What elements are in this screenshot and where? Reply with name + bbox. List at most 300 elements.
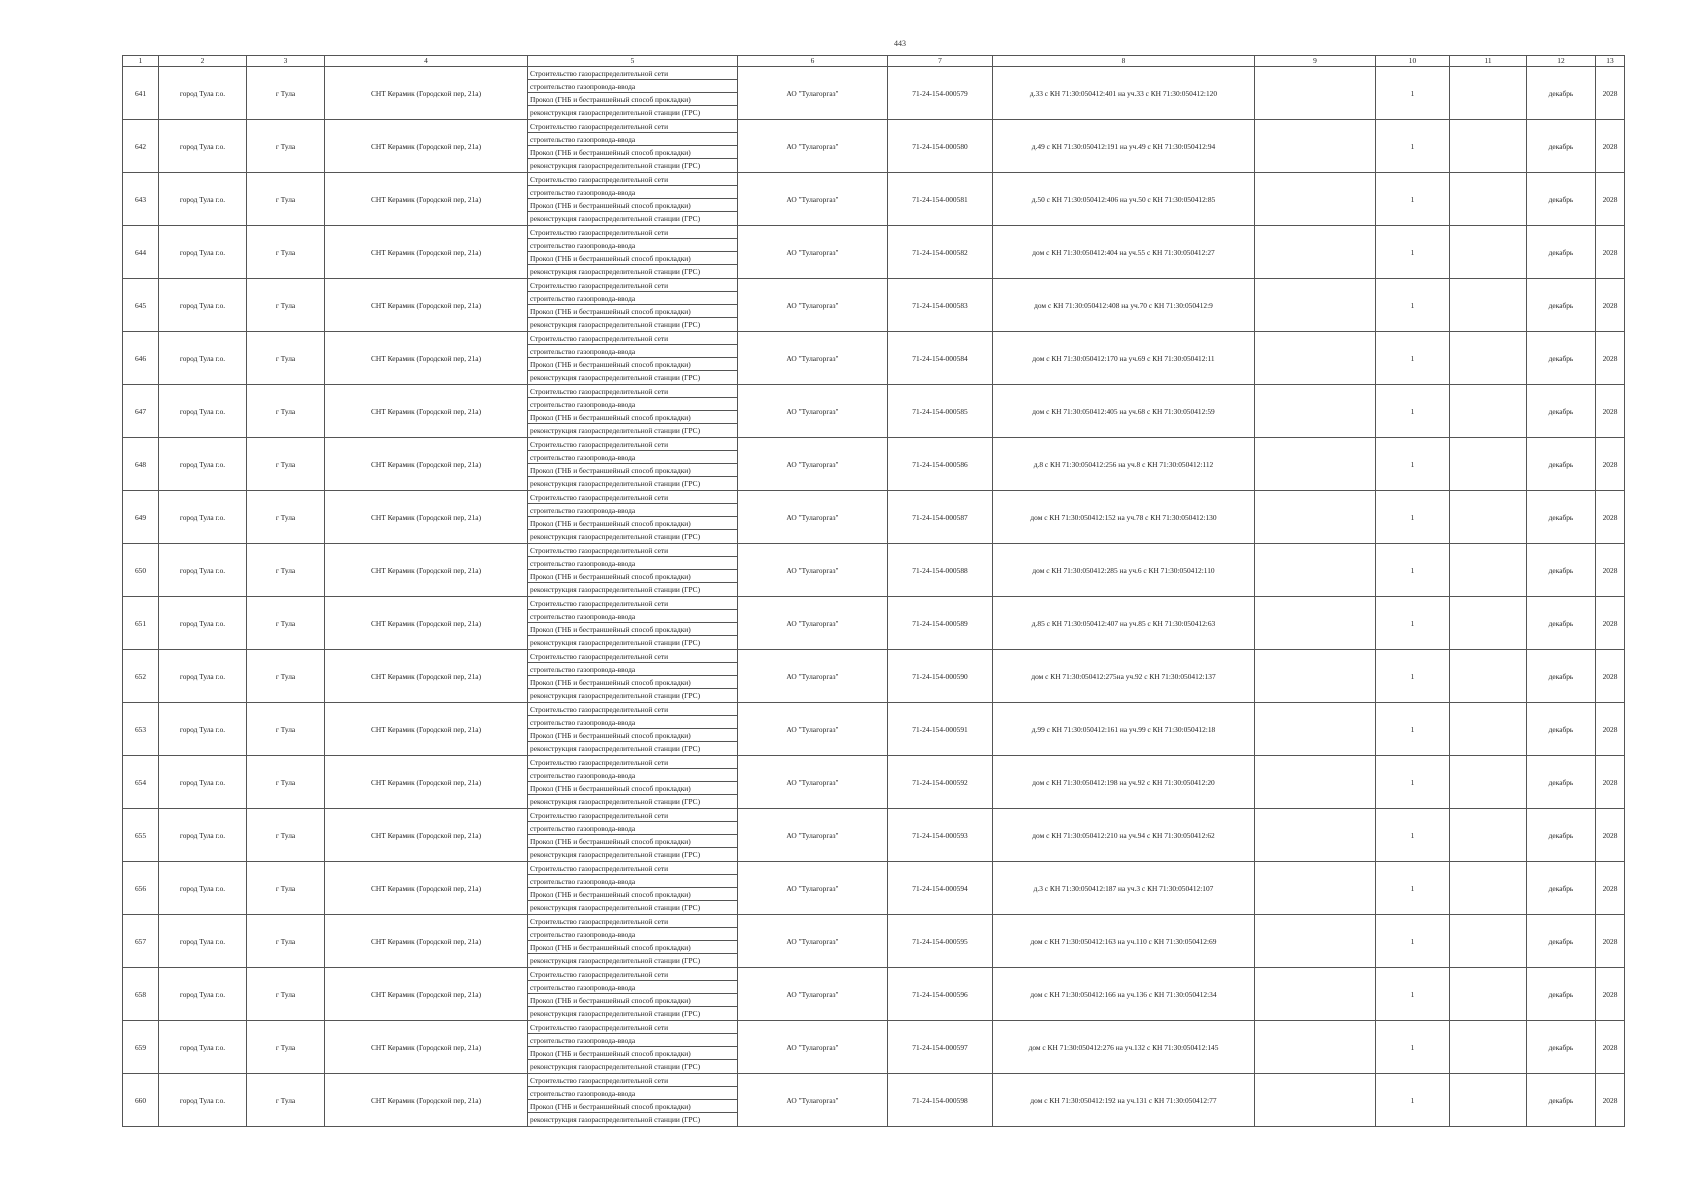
work-type-line: Строительство газораспределительной сети	[528, 862, 737, 875]
organization-cell: АО "Тулагоргаз"	[738, 385, 888, 438]
object-cell: СНТ Керамик (Городской пер, 21а)	[325, 120, 528, 173]
month-cell: декабрь	[1527, 862, 1596, 915]
municipality-cell: город Тула г.о.	[159, 332, 247, 385]
page-number: 443	[894, 39, 906, 48]
work-types-cell	[528, 915, 738, 968]
work-types-cell	[528, 120, 738, 173]
object-description-cell: д.49 с КН 71:30:050412:191 на уч.49 с КН 71:30:050412:94	[993, 120, 1255, 173]
organization-cell: АО "Тулагоргаз"	[738, 544, 888, 597]
row-number: 643	[123, 173, 159, 226]
year-cell: 2028	[1596, 1021, 1625, 1074]
object-description-cell: д.33 с КН 71:30:050412:401 на уч.33 с КН 71:30:050412:120	[993, 67, 1255, 120]
locality-cell: г Тула	[247, 385, 325, 438]
work-types-cell	[528, 650, 738, 703]
locality-cell: г Тула	[247, 862, 325, 915]
municipality-cell: город Тула г.о.	[159, 226, 247, 279]
quantity-cell: 1	[1376, 703, 1450, 756]
work-type-line: строительство газопровода-ввода	[528, 292, 737, 305]
row-number: 658	[123, 968, 159, 1021]
row-number: 651	[123, 597, 159, 650]
work-type-line: реконструкция газораспределительной станции (ГРС)	[530, 585, 701, 594]
row-number: 660	[123, 1074, 159, 1127]
work-type-line: Строительство газораспределительной сети	[528, 491, 737, 504]
column-11-cell	[1450, 120, 1527, 173]
application-number-cell: 71-24-154-000579	[888, 67, 993, 120]
object-cell: СНТ Керамик (Городской пер, 21а)	[325, 1021, 528, 1074]
month-cell: декабрь	[1527, 173, 1596, 226]
month-cell: декабрь	[1527, 120, 1596, 173]
work-type-line: строительство газопровода-ввода	[528, 504, 737, 517]
object-cell: СНТ Керамик (Городской пер, 21а)	[325, 491, 528, 544]
column-11-cell	[1450, 1074, 1527, 1127]
year-cell: 2028	[1596, 862, 1625, 915]
column-header-5: 5	[528, 56, 738, 67]
table-row	[123, 491, 1625, 544]
application-number-cell: 71-24-154-000597	[888, 1021, 993, 1074]
object-cell: СНТ Керамик (Городской пер, 21а)	[325, 385, 528, 438]
column-11-cell	[1450, 332, 1527, 385]
work-type-line: строительство газопровода-ввода	[528, 239, 737, 252]
column-11-cell	[1450, 67, 1527, 120]
locality-cell: г Тула	[247, 1021, 325, 1074]
work-type-line: Строительство газораспределительной сети	[528, 544, 737, 557]
application-number-cell: 71-24-154-000584	[888, 332, 993, 385]
municipality-cell: город Тула г.о.	[159, 1074, 247, 1127]
application-number-cell: 71-24-154-000591	[888, 703, 993, 756]
column-9-cell	[1255, 756, 1376, 809]
work-type-line: реконструкция газораспределительной станции (ГРС)	[530, 797, 701, 806]
locality-cell: г Тула	[247, 915, 325, 968]
object-description-cell: д.85 с КН 71:30:050412:407 на уч.85 с КН 71:30:050412:63	[993, 597, 1255, 650]
work-type-line: Прокол (ГНБ и бестраншейный способ прокладки)	[528, 1100, 737, 1113]
object-cell: СНТ Керамик (Городской пер, 21а)	[325, 703, 528, 756]
work-types-cell	[528, 968, 738, 1021]
object-cell: СНТ Керамик (Городской пер, 21а)	[325, 1074, 528, 1127]
work-type-line: Прокол (ГНБ и бестраншейный способ прокладки)	[528, 146, 737, 159]
year-cell: 2028	[1596, 968, 1625, 1021]
table-row	[123, 544, 1625, 597]
month-cell: декабрь	[1527, 438, 1596, 491]
row-number: 659	[123, 1021, 159, 1074]
column-11-cell	[1450, 915, 1527, 968]
column-11-cell	[1450, 173, 1527, 226]
year-cell: 2028	[1596, 67, 1625, 120]
application-number-cell: 71-24-154-000585	[888, 385, 993, 438]
work-type-line: реконструкция газораспределительной станции (ГРС)	[530, 267, 701, 276]
municipality-cell: город Тула г.о.	[159, 809, 247, 862]
municipality-cell: город Тула г.о.	[159, 385, 247, 438]
month-cell: декабрь	[1527, 597, 1596, 650]
object-cell: СНТ Керамик (Городской пер, 21а)	[325, 279, 528, 332]
register-table	[122, 55, 1625, 1127]
work-type-line: строительство газопровода-ввода	[528, 557, 737, 570]
work-type-line: строительство газопровода-ввода	[528, 1087, 737, 1100]
locality-cell: г Тула	[247, 650, 325, 703]
application-number-cell: 71-24-154-000590	[888, 650, 993, 703]
object-description-cell: дом с КН 71:30:050412:408 на уч.70 с КН 71:30:050412:9	[993, 279, 1255, 332]
work-type-line: реконструкция газораспределительной станции (ГРС)	[530, 903, 701, 912]
column-9-cell	[1255, 491, 1376, 544]
organization-cell: АО "Тулагоргаз"	[738, 173, 888, 226]
month-cell: декабрь	[1527, 332, 1596, 385]
application-number-cell: 71-24-154-000593	[888, 809, 993, 862]
municipality-cell: город Тула г.о.	[159, 968, 247, 1021]
row-number: 648	[123, 438, 159, 491]
quantity-cell: 1	[1376, 491, 1450, 544]
quantity-cell: 1	[1376, 809, 1450, 862]
column-11-cell	[1450, 544, 1527, 597]
year-cell: 2028	[1596, 650, 1625, 703]
year-cell: 2028	[1596, 385, 1625, 438]
work-types-cell	[528, 809, 738, 862]
work-type-line: Прокол (ГНБ и бестраншейный способ прокладки)	[528, 199, 737, 212]
quantity-cell: 1	[1376, 1021, 1450, 1074]
table-row	[123, 438, 1625, 491]
work-type-line: Прокол (ГНБ и бестраншейный способ прокладки)	[528, 252, 737, 265]
quantity-cell: 1	[1376, 385, 1450, 438]
column-9-cell	[1255, 438, 1376, 491]
work-type-line: реконструкция газораспределительной станции (ГРС)	[530, 956, 701, 965]
municipality-cell: город Тула г.о.	[159, 597, 247, 650]
organization-cell: АО "Тулагоргаз"	[738, 1074, 888, 1127]
month-cell: декабрь	[1527, 809, 1596, 862]
column-header-4: 4	[325, 56, 528, 67]
work-type-line: реконструкция газораспределительной станции (ГРС)	[530, 850, 701, 859]
object-description-cell: дом с КН 71:30:050412:275на уч.92 с КН 71:30:050412:137	[993, 650, 1255, 703]
quantity-cell: 1	[1376, 650, 1450, 703]
column-9-cell	[1255, 1074, 1376, 1127]
work-type-line: строительство газопровода-ввода	[528, 663, 737, 676]
locality-cell: г Тула	[247, 226, 325, 279]
municipality-cell: город Тула г.о.	[159, 703, 247, 756]
column-header-9: 9	[1255, 56, 1376, 67]
work-types-cell	[528, 226, 738, 279]
work-type-line: Строительство газораспределительной сети	[528, 597, 737, 610]
municipality-cell: город Тула г.о.	[159, 650, 247, 703]
work-type-line: Строительство газораспределительной сети	[528, 1074, 737, 1087]
year-cell: 2028	[1596, 915, 1625, 968]
table-row	[123, 385, 1625, 438]
work-type-line: Строительство газораспределительной сети	[528, 67, 737, 80]
column-9-cell	[1255, 173, 1376, 226]
work-type-line: Прокол (ГНБ и бестраншейный способ прокладки)	[528, 570, 737, 583]
work-type-line: реконструкция газораспределительной станции (ГРС)	[530, 638, 701, 647]
column-11-cell	[1450, 226, 1527, 279]
work-type-line: реконструкция газораспределительной станции (ГРС)	[530, 161, 701, 170]
object-description-cell: д.99 с КН 71:30:050412:161 на уч.99 с КН 71:30:050412:18	[993, 703, 1255, 756]
work-type-line: Строительство газораспределительной сети	[528, 438, 737, 451]
work-type-line: Прокол (ГНБ и бестраншейный способ прокладки)	[528, 941, 737, 954]
application-number-cell: 71-24-154-000589	[888, 597, 993, 650]
year-cell: 2028	[1596, 332, 1625, 385]
table-row	[123, 915, 1625, 968]
quantity-cell: 1	[1376, 544, 1450, 597]
column-9-cell	[1255, 809, 1376, 862]
work-type-line: Строительство газораспределительной сети	[528, 1021, 737, 1034]
work-type-line: Прокол (ГНБ и бестраншейный способ прокладки)	[528, 835, 737, 848]
organization-cell: АО "Тулагоргаз"	[738, 809, 888, 862]
work-type-line: строительство газопровода-ввода	[528, 822, 737, 835]
column-header-6: 6	[738, 56, 888, 67]
municipality-cell: город Тула г.о.	[159, 438, 247, 491]
column-11-cell	[1450, 862, 1527, 915]
application-number-cell: 71-24-154-000582	[888, 226, 993, 279]
row-number: 650	[123, 544, 159, 597]
object-description-cell: дом с КН 71:30:050412:163 на уч.110 с КН 71:30:050412:69	[993, 915, 1255, 968]
column-11-cell	[1450, 491, 1527, 544]
locality-cell: г Тула	[247, 67, 325, 120]
table-row	[123, 332, 1625, 385]
work-type-line: Прокол (ГНБ и бестраншейный способ прокладки)	[528, 464, 737, 477]
municipality-cell: город Тула г.о.	[159, 756, 247, 809]
table-row	[123, 968, 1625, 1021]
locality-cell: г Тула	[247, 173, 325, 226]
work-type-line: Строительство газораспределительной сети	[528, 332, 737, 345]
object-description-cell: дом с КН 71:30:050412:405 на уч.68 с КН 71:30:050412:59	[993, 385, 1255, 438]
work-type-line: строительство газопровода-ввода	[528, 1034, 737, 1047]
year-cell: 2028	[1596, 438, 1625, 491]
work-type-line: Прокол (ГНБ и бестраншейный способ прокладки)	[528, 358, 737, 371]
object-description-cell: дом с КН 71:30:050412:285 на уч.6 с КН 71:30:050412:110	[993, 544, 1255, 597]
locality-cell: г Тула	[247, 491, 325, 544]
column-9-cell	[1255, 385, 1376, 438]
object-cell: СНТ Керамик (Городской пер, 21а)	[325, 332, 528, 385]
quantity-cell: 1	[1376, 120, 1450, 173]
work-type-line: реконструкция газораспределительной станции (ГРС)	[530, 373, 701, 382]
month-cell: декабрь	[1527, 915, 1596, 968]
application-number-cell: 71-24-154-000581	[888, 173, 993, 226]
object-description-cell: дом с КН 71:30:050412:170 на уч.69 с КН 71:30:050412:11	[993, 332, 1255, 385]
municipality-cell: город Тула г.о.	[159, 544, 247, 597]
application-number-cell: 71-24-154-000595	[888, 915, 993, 968]
work-type-line: Строительство газораспределительной сети	[528, 279, 737, 292]
work-type-line: строительство газопровода-ввода	[528, 610, 737, 623]
object-cell: СНТ Керамик (Городской пер, 21а)	[325, 650, 528, 703]
table-row	[123, 67, 1625, 120]
row-number: 655	[123, 809, 159, 862]
object-description-cell: дом с КН 71:30:050412:210 на уч.94 с КН 71:30:050412:62	[993, 809, 1255, 862]
work-type-line: Прокол (ГНБ и бестраншейный способ прокладки)	[528, 517, 737, 530]
work-type-line: Строительство газораспределительной сети	[528, 226, 737, 239]
work-types-cell	[528, 173, 738, 226]
year-cell: 2028	[1596, 597, 1625, 650]
column-9-cell	[1255, 226, 1376, 279]
table-row	[123, 756, 1625, 809]
table-row	[123, 703, 1625, 756]
municipality-cell: город Тула г.о.	[159, 491, 247, 544]
column-11-cell	[1450, 809, 1527, 862]
work-type-line: Строительство газораспределительной сети	[528, 173, 737, 186]
column-header-12: 12	[1527, 56, 1596, 67]
work-type-line: Строительство газораспределительной сети	[528, 120, 737, 133]
column-header-2: 2	[159, 56, 247, 67]
organization-cell: АО "Тулагоргаз"	[738, 67, 888, 120]
work-type-line: реконструкция газораспределительной станции (ГРС)	[530, 214, 701, 223]
organization-cell: АО "Тулагоргаз"	[738, 279, 888, 332]
organization-cell: АО "Тулагоргаз"	[738, 756, 888, 809]
municipality-cell: город Тула г.о.	[159, 1021, 247, 1074]
month-cell: декабрь	[1527, 385, 1596, 438]
object-description-cell: д.50 с КН 71:30:050412:406 на уч.50 с КН 71:30:050412:85	[993, 173, 1255, 226]
row-number: 645	[123, 279, 159, 332]
column-9-cell	[1255, 915, 1376, 968]
work-type-line: Прокол (ГНБ и бестраншейный способ прокладки)	[528, 623, 737, 636]
work-types-cell	[528, 1021, 738, 1074]
application-number-cell: 71-24-154-000587	[888, 491, 993, 544]
month-cell: декабрь	[1527, 279, 1596, 332]
work-type-line: Прокол (ГНБ и бестраншейный способ прокладки)	[528, 93, 737, 106]
organization-cell: АО "Тулагоргаз"	[738, 1021, 888, 1074]
organization-cell: АО "Тулагоргаз"	[738, 968, 888, 1021]
work-type-line: Строительство газораспределительной сети	[528, 915, 737, 928]
work-type-line: реконструкция газораспределительной станции (ГРС)	[530, 1009, 701, 1018]
column-9-cell	[1255, 279, 1376, 332]
object-cell: СНТ Керамик (Городской пер, 21а)	[325, 915, 528, 968]
work-type-line: реконструкция газораспределительной станции (ГРС)	[530, 479, 701, 488]
application-number-cell: 71-24-154-000583	[888, 279, 993, 332]
work-types-cell	[528, 703, 738, 756]
quantity-cell: 1	[1376, 862, 1450, 915]
year-cell: 2028	[1596, 809, 1625, 862]
column-9-cell	[1255, 332, 1376, 385]
organization-cell: АО "Тулагоргаз"	[738, 438, 888, 491]
row-number: 656	[123, 862, 159, 915]
column-header-10: 10	[1376, 56, 1450, 67]
row-number: 649	[123, 491, 159, 544]
month-cell: декабрь	[1527, 1021, 1596, 1074]
year-cell: 2028	[1596, 756, 1625, 809]
object-cell: СНТ Керамик (Городской пер, 21а)	[325, 67, 528, 120]
quantity-cell: 1	[1376, 67, 1450, 120]
municipality-cell: город Тула г.о.	[159, 67, 247, 120]
column-11-cell	[1450, 597, 1527, 650]
column-9-cell	[1255, 968, 1376, 1021]
municipality-cell: город Тула г.о.	[159, 120, 247, 173]
work-type-line: реконструкция газораспределительной станции (ГРС)	[530, 320, 701, 329]
column-9-cell	[1255, 862, 1376, 915]
table-row	[123, 650, 1625, 703]
table-row	[123, 1074, 1625, 1127]
quantity-cell: 1	[1376, 968, 1450, 1021]
quantity-cell: 1	[1376, 915, 1450, 968]
application-number-cell: 71-24-154-000586	[888, 438, 993, 491]
work-type-line: строительство газопровода-ввода	[528, 451, 737, 464]
organization-cell: АО "Тулагоргаз"	[738, 120, 888, 173]
locality-cell: г Тула	[247, 597, 325, 650]
locality-cell: г Тула	[247, 1074, 325, 1127]
year-cell: 2028	[1596, 173, 1625, 226]
object-description-cell: д.8 с КН 71:30:050412:256 на уч.8 с КН 71:30:050412:112	[993, 438, 1255, 491]
work-type-line: строительство газопровода-ввода	[528, 981, 737, 994]
table-row	[123, 173, 1625, 226]
application-number-cell: 71-24-154-000596	[888, 968, 993, 1021]
column-9-cell	[1255, 67, 1376, 120]
table-row	[123, 279, 1625, 332]
row-number: 641	[123, 67, 159, 120]
application-number-cell: 71-24-154-000594	[888, 862, 993, 915]
column-9-cell	[1255, 703, 1376, 756]
column-11-cell	[1450, 385, 1527, 438]
column-9-cell	[1255, 544, 1376, 597]
object-description-cell: д.3 с КН 71:30:050412:187 на уч.3 с КН 71:30:050412:107	[993, 862, 1255, 915]
work-types-cell	[528, 544, 738, 597]
year-cell: 2028	[1596, 544, 1625, 597]
object-description-cell: дом с КН 71:30:050412:198 на уч.92 с КН 71:30:050412:20	[993, 756, 1255, 809]
application-number-cell: 71-24-154-000588	[888, 544, 993, 597]
locality-cell: г Тула	[247, 279, 325, 332]
work-type-line: строительство газопровода-ввода	[528, 716, 737, 729]
quantity-cell: 1	[1376, 1074, 1450, 1127]
column-header-1: 1	[123, 56, 159, 67]
column-9-cell	[1255, 597, 1376, 650]
quantity-cell: 1	[1376, 279, 1450, 332]
table-row	[123, 809, 1625, 862]
column-header-8: 8	[993, 56, 1255, 67]
row-number: 653	[123, 703, 159, 756]
object-cell: СНТ Керамик (Городской пер, 21а)	[325, 226, 528, 279]
locality-cell: г Тула	[247, 544, 325, 597]
month-cell: декабрь	[1527, 1074, 1596, 1127]
organization-cell: АО "Тулагоргаз"	[738, 226, 888, 279]
year-cell: 2028	[1596, 703, 1625, 756]
work-type-line: Прокол (ГНБ и бестраншейный способ прокладки)	[528, 305, 737, 318]
row-number: 647	[123, 385, 159, 438]
municipality-cell: город Тула г.о.	[159, 915, 247, 968]
object-description-cell: дом с КН 71:30:050412:192 на уч.131 с КН 71:30:050412:77	[993, 1074, 1255, 1127]
work-type-line: реконструкция газораспределительной станции (ГРС)	[530, 108, 701, 117]
work-type-line: Строительство газораспределительной сети	[528, 703, 737, 716]
row-number: 657	[123, 915, 159, 968]
column-11-cell	[1450, 703, 1527, 756]
object-cell: СНТ Керамик (Городской пер, 21а)	[325, 544, 528, 597]
table-row	[123, 120, 1625, 173]
work-type-line: Строительство газораспределительной сети	[528, 809, 737, 822]
work-types-cell	[528, 756, 738, 809]
work-type-line: строительство газопровода-ввода	[528, 345, 737, 358]
month-cell: декабрь	[1527, 756, 1596, 809]
year-cell: 2028	[1596, 1074, 1625, 1127]
work-type-line: Строительство газораспределительной сети	[528, 756, 737, 769]
work-type-line: реконструкция газораспределительной станции (ГРС)	[530, 426, 701, 435]
year-cell: 2028	[1596, 120, 1625, 173]
municipality-cell: город Тула г.о.	[159, 862, 247, 915]
work-type-line: реконструкция газораспределительной станции (ГРС)	[530, 1062, 701, 1071]
month-cell: декабрь	[1527, 650, 1596, 703]
work-types-cell	[528, 438, 738, 491]
object-cell: СНТ Керамик (Городской пер, 21а)	[325, 862, 528, 915]
object-description-cell: дом с КН 71:30:050412:404 на уч.55 с КН 71:30:050412:27	[993, 226, 1255, 279]
organization-cell: АО "Тулагоргаз"	[738, 915, 888, 968]
organization-cell: АО "Тулагоргаз"	[738, 650, 888, 703]
work-type-line: Прокол (ГНБ и бестраншейный способ прокладки)	[528, 676, 737, 689]
municipality-cell: город Тула г.о.	[159, 279, 247, 332]
object-cell: СНТ Керамик (Городской пер, 21а)	[325, 173, 528, 226]
object-description-cell: дом с КН 71:30:050412:152 на уч.78 с КН 71:30:050412:130	[993, 491, 1255, 544]
table-row	[123, 597, 1625, 650]
work-type-line: Прокол (ГНБ и бестраншейный способ прокладки)	[528, 729, 737, 742]
month-cell: декабрь	[1527, 491, 1596, 544]
column-11-cell	[1450, 1021, 1527, 1074]
locality-cell: г Тула	[247, 120, 325, 173]
organization-cell: АО "Тулагоргаз"	[738, 703, 888, 756]
object-cell: СНТ Керамик (Городской пер, 21а)	[325, 809, 528, 862]
column-11-cell	[1450, 756, 1527, 809]
object-cell: СНТ Керамик (Городской пер, 21а)	[325, 597, 528, 650]
table-row	[123, 1021, 1625, 1074]
organization-cell: АО "Тулагоргаз"	[738, 491, 888, 544]
work-type-line: Прокол (ГНБ и бестраншейный способ прокладки)	[528, 411, 737, 424]
quantity-cell: 1	[1376, 226, 1450, 279]
